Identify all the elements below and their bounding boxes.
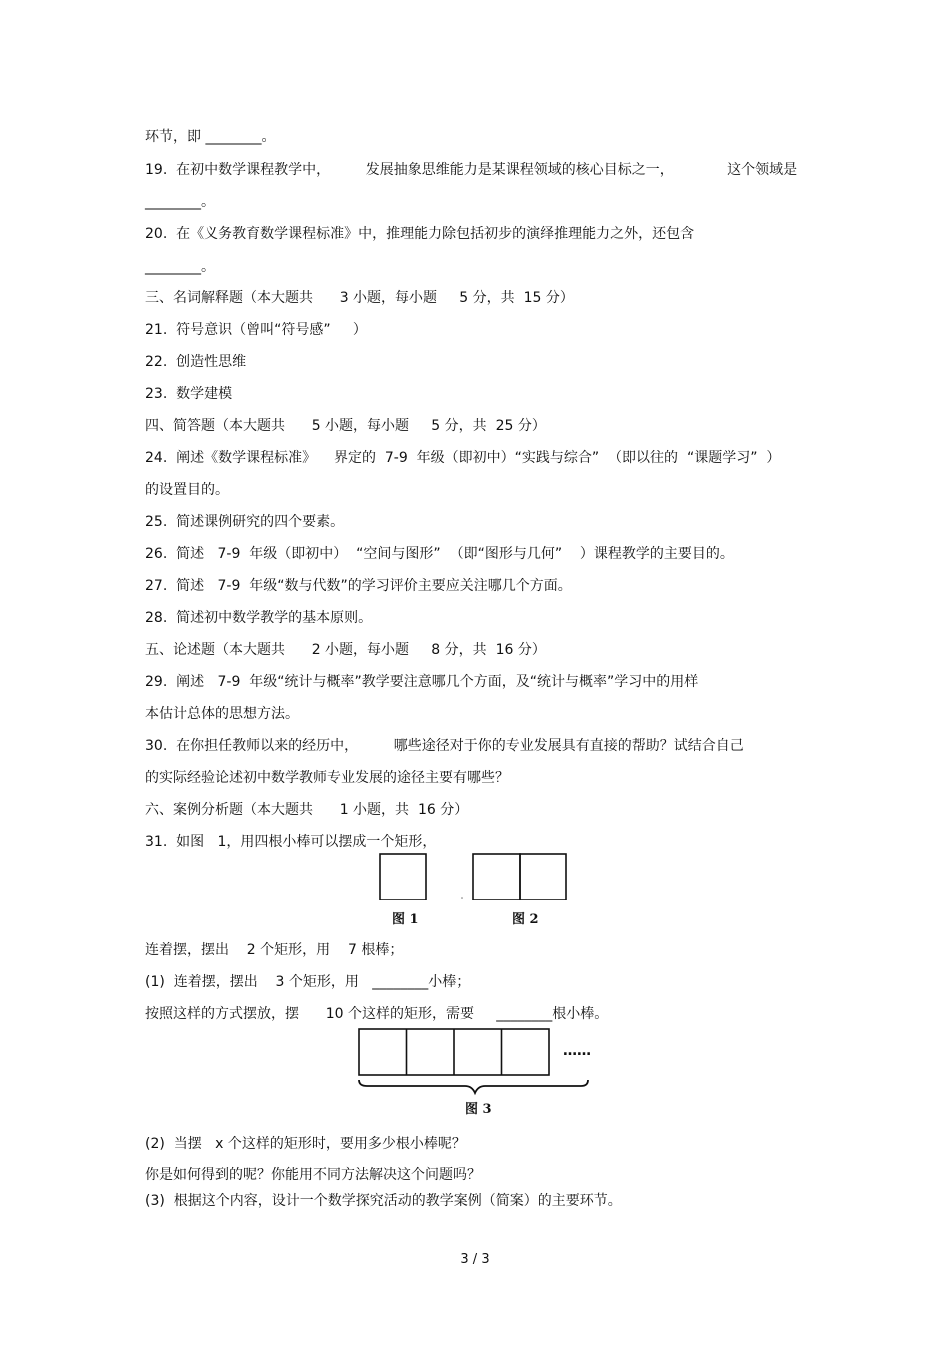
question-21: 21. 符号意识（曾叫“符号感” ） [145, 322, 367, 338]
question-19: 19. 在初中数学课程教学中， 发展抽象思维能力是某课程领域的核心目标之一， 这个领域是 [145, 162, 798, 178]
figure-1-2 [370, 850, 580, 900]
brace [359, 1080, 588, 1093]
question-31-part-2: (2) 当摆 x 个这样的矩形时，要用多少根小棒呢？ [145, 1136, 466, 1152]
question-26: 26. 简述 7-9 年级（即初中） “空间与图形” （即“图形与几何” ）课程教学的主要目的。 [145, 546, 734, 562]
question-22: 22. 创造性思维 [145, 354, 247, 370]
question-23: 23. 数学建模 [145, 386, 233, 402]
section-heading-4: 四、简答题（本大题共 5 小题，每小题 5 分，共 25 分） [145, 418, 546, 434]
question-24: 24. 阐述《数学课程标准》 界定的 7-9 年级（即初中）“实践与综合” （即以往的 “课题学习” ） [145, 450, 781, 466]
question-31-part-3: (3) 根据这个内容，设计一个数学探究活动的教学案例（简案）的主要环节。 [145, 1193, 622, 1209]
figure-3-caption: 图 3 [465, 1102, 492, 1117]
question-27: 27. 简述 7-9 年级“数与代数”的学习评价主要应关注哪几个方面。 [145, 578, 572, 594]
figure-1-square [380, 854, 426, 900]
text-line: 你是如何得到的呢？你能用不同方法解决这个问题吗？ [145, 1167, 481, 1183]
text-line: 的设置目的。 [145, 482, 229, 498]
section-heading-3: 三、名词解释题（本大题共 3 小题，每小题 5 分，共 15 分） [145, 290, 574, 306]
dot [461, 897, 463, 899]
question-25: 25. 简述课例研究的四个要素。 [145, 514, 345, 530]
question-29: 29. 阐述 7-9 年级“统计与概率”教学要注意哪几个方面，及“统计与概率”学习中的用样 [145, 674, 699, 690]
figure-3 [355, 1026, 600, 1098]
section-heading-6: 六、案例分析题（本大题共 1 小题，共 16 分） [145, 802, 469, 818]
ellipsis: …… [563, 1043, 591, 1059]
question-28: 28. 简述初中数学教学的基本原则。 [145, 610, 373, 626]
question-31-part-1: (1) 连着摆，摆出 3 个矩形，用 ________小棒； [145, 974, 471, 990]
figure-2-caption: 图 2 [512, 912, 539, 927]
question-20: 20. 在《义务教育数学课程标准》中，推理能力除包括初步的演绎推理能力之外，还包含 [145, 226, 695, 242]
figure-1-caption: 图 1 [392, 912, 419, 927]
text-line: ________。 [145, 259, 215, 275]
figure-2-square-right [520, 854, 566, 900]
question-30: 30. 在你担任教师以来的经历中， 哪些途径对于你的专业发展具有直接的帮助？试结合自己 [145, 738, 744, 754]
question-31: 31. 如图 1，用四根小棒可以摆成一个矩形， [145, 834, 437, 850]
text-line: 环节，即 ________。 [145, 129, 276, 145]
text-line: 按照这样的方式摆放，摆 10 个这样的矩形，需要 ________根小棒。 [145, 1006, 609, 1022]
text-line: 本估计总体的思想方法。 [145, 706, 299, 722]
page-number: 3 / 3 [460, 1252, 490, 1267]
section-heading-5: 五、论述题（本大题共 2 小题，每小题 8 分，共 16 分） [145, 642, 546, 658]
text-line: 连着摆，摆出 2 个矩形，用 7 根棒； [145, 942, 404, 958]
figure-2-square-left [473, 854, 520, 900]
text-line: ________。 [145, 194, 215, 210]
text-line: 的实际经验论述初中数学教师专业发展的途径主要有哪些？ [145, 770, 509, 786]
